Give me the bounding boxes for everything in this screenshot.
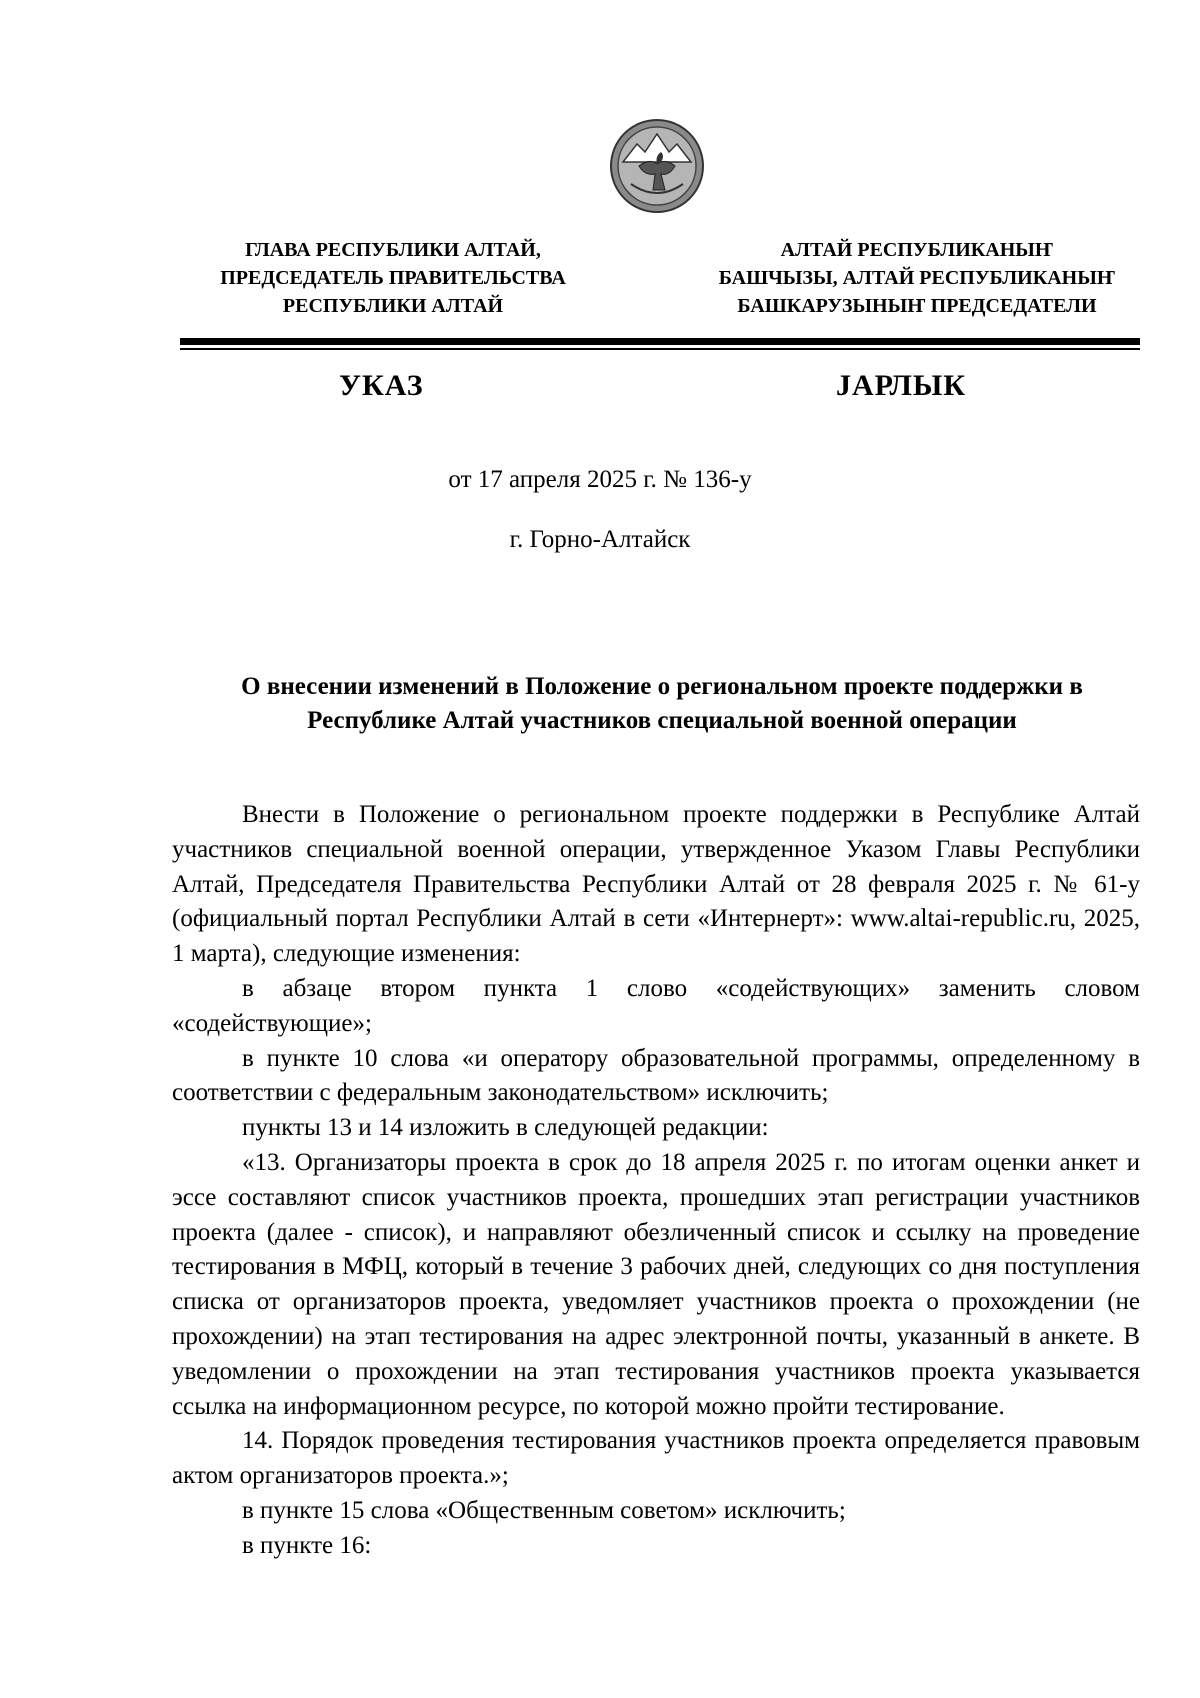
body-paragraph: в пункте 16:	[242, 1531, 372, 1559]
header-divider-thin	[180, 348, 1140, 350]
altai-coat-of-arms-icon	[609, 118, 705, 214]
document-title-line: Республике Алтай участников специальной военной операции	[307, 707, 1017, 734]
document-date-number: от 17 апреля 2025 г. № 136-у	[448, 466, 752, 493]
document-title	[172, 670, 1152, 738]
document-title-line: О внесении изменений в Положение о региональном проекте поддержки в	[241, 673, 1083, 700]
header-divider-thick	[180, 338, 1140, 345]
header-left-line: ПРЕДСЕДАТЕЛЬ ПРАВИТЕЛЬСТВА	[220, 267, 566, 289]
body-paragraph: 14. Порядок проведения тестирования участников проекта определяется правовым актом организаторов проекта.»;	[172, 1427, 1140, 1490]
doc-type-russian: УКАЗ	[339, 369, 424, 402]
header-right-line: АЛТАЙ РЕСПУБЛИКАНЫҤ	[780, 239, 1054, 261]
header-right-line: БАШКАРУЗЫНЫҤ ПРЕДСЕДАТЕЛИ	[737, 295, 1097, 317]
body-paragraph: в абзаце втором пункта 1 слово «содействующих» заменить словом «содействующие»;	[172, 974, 1140, 1037]
body-paragraph: «13. Организаторы проекта в срок до 18 апреля 2025 г. по итогам оценки анкет и эссе составляют список участников проекта, прошедших этап регистрации участников проекта (далее - список), и направляют обезличенный список и ссылку на проведение тестирования в МФЦ, который в течение 3 рабочих дней, следующих со дня поступления списка от организаторов проекта, уведомляет участников проекта о прохождении (не прохождении) на этап тестирования на адрес электронной почты, указанный в анкете. В уведомлении о прохождении на этап тестирования участников проекта указывается ссылка на информационном ресурсе, по которой можно пройти тестирование.	[172, 1148, 1140, 1420]
coat-of-arms-emblem	[609, 118, 705, 214]
body-paragraph: в пункте 15 слова «Общественным советом» исключить;	[242, 1496, 846, 1524]
body-paragraph: в пункте 10 слова «и оператору образовательной программы, определенному в соответствии с федеральным законодательством» исключить;	[172, 1044, 1140, 1107]
document-city: г. Горно-Алтайск	[509, 526, 691, 553]
body-paragraph: Внести в Положение о региональном проекте поддержки в Республике Алтай участников специальной военной операции, утвержденное Указом Главы Республики Алтай, Председателя Правительства Республики Алтай от 28 февраля 2025 г. № 61-у (официальный портал Республики Алтай в сети «Интернерт»: www.altai-republic.ru, 2025, 1 марта), следующие изменения:	[172, 801, 1140, 968]
header-left-block	[193, 236, 593, 320]
header-left-line: ГЛАВА РЕСПУБЛИКИ АЛТАЙ,	[245, 239, 541, 261]
document-body	[172, 798, 1140, 1564]
header-right-line: БАШЧЫЗЫ, АЛТАЙ РЕСПУБЛИКАНЫҤ	[718, 267, 1116, 289]
header-right-block	[717, 236, 1117, 320]
header-left-line: РЕСПУБЛИКИ АЛТАЙ	[282, 295, 504, 317]
body-paragraph: пункты 13 и 14 изложить в следующей редакции:	[242, 1114, 769, 1142]
doc-type-altai: JАРЛЫК	[836, 369, 967, 402]
